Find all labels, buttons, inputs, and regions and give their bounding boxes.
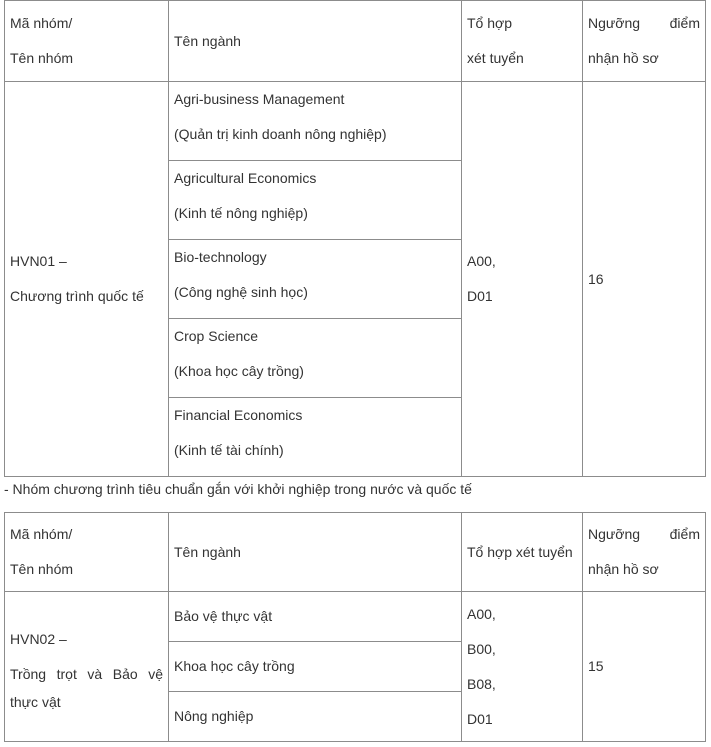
majors-cell [169,82,462,477]
combo-cell: A00, B00, B08, D01 [462,592,583,742]
header-combo: Tổ hợp xét tuyển [462,1,583,82]
group-cell: HVN01 – Chương trình quốc tế [5,82,169,477]
major-item: Khoa học cây trồng [169,641,461,691]
header-major: Tên ngành [169,1,462,82]
header-threshold: Ngưỡng điểm nhận hồ sơ [583,513,706,592]
header-threshold: Ngưỡng điểm nhận hồ sơ [583,1,706,82]
majors-cell [169,592,462,742]
table-row [5,82,706,477]
combo-cell: A00, D01 [462,82,583,477]
table-standard [4,512,706,742]
threshold-cell: 16 [583,82,706,477]
section-caption: - Nhóm chương trình tiêu chuẩn gắn với khởi nghiệp trong nước và quốc tế [4,481,472,497]
table-row [5,592,706,742]
major-item: Financial Economics (Kinh tế tài chính) [169,397,461,476]
major-item: Agri-business Management (Quản trị kinh doanh nông nghiệp) [174,91,387,142]
threshold-cell: 15 [583,592,706,742]
major-item: Nông nghiệp [169,691,461,741]
header-major: Tên ngành [169,513,462,592]
major-item: Crop Science (Khoa học cây trồng) [169,318,461,397]
table-international [4,0,706,477]
header-combo: Tổ hợp xét tuyển [462,513,583,592]
major-item: Bảo vệ thực vật [174,608,273,624]
major-item: Bio-technology (Công nghệ sinh học) [169,239,461,318]
major-item: Agricultural Economics (Kinh tế nông nghiệp) [169,160,461,239]
group-cell: HVN02 – Trồng trọt và Bảo vệ thực vật [5,592,169,742]
table-header-row [5,513,706,592]
header-group: Mã nhóm/ Tên nhóm [5,1,169,82]
header-group: Mã nhóm/ Tên nhóm [5,513,169,592]
table-header-row [5,1,706,82]
